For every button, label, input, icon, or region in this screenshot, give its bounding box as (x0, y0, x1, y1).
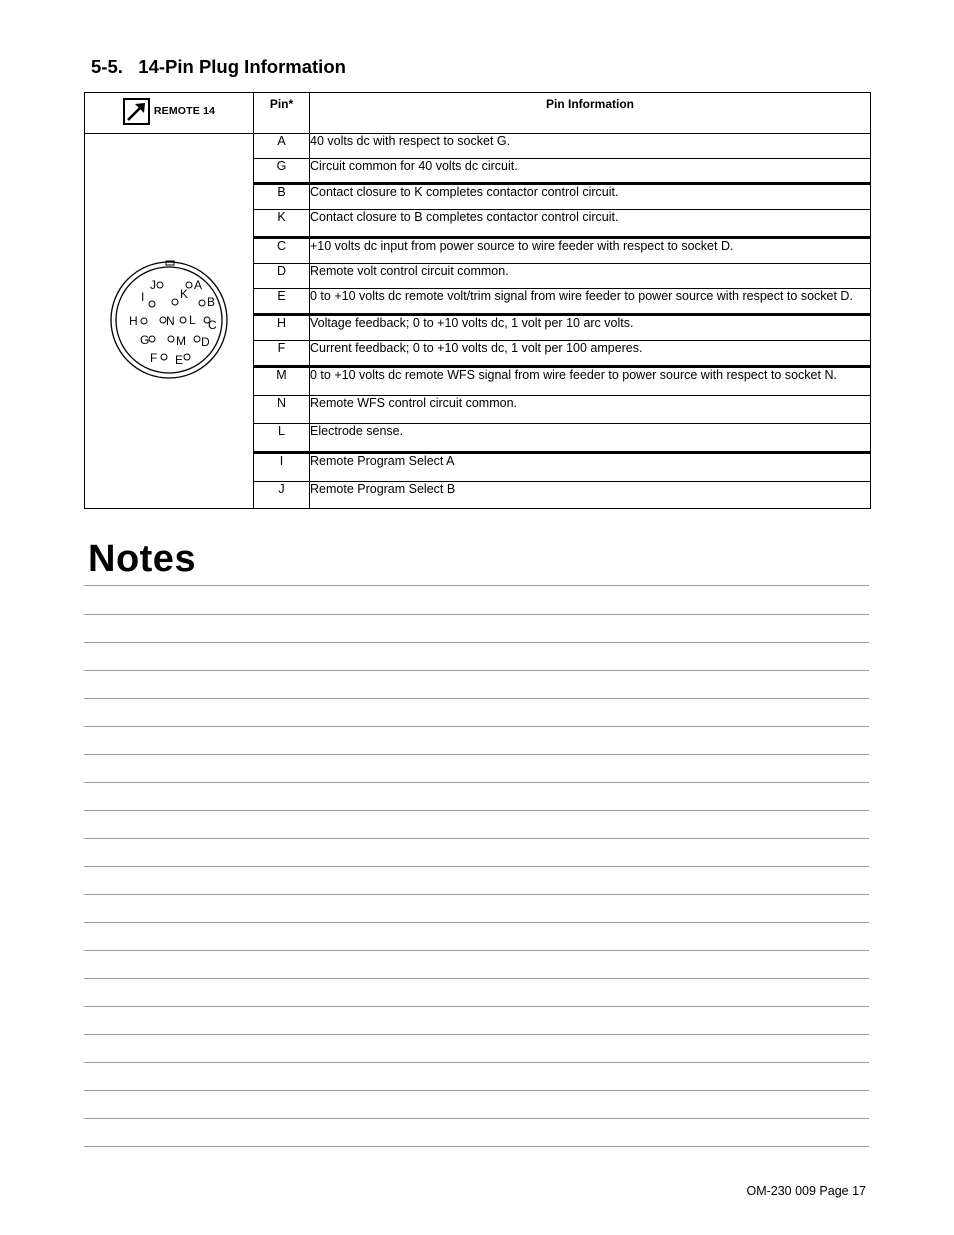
remote-logo-text: REMOTE 14 (153, 105, 216, 117)
header-pin: Pin* (254, 93, 310, 134)
pin-label-m: M (176, 333, 186, 348)
pin-cell: F (254, 341, 310, 367)
note-line (84, 1034, 869, 1035)
section-title: 5-5. 14-Pin Plug Information (91, 56, 346, 77)
note-line (84, 670, 869, 671)
page-footer: OM-230 009 Page 17 (746, 1184, 866, 1198)
note-line (84, 866, 869, 867)
pin-cell: C (254, 238, 310, 264)
pin-label-f: F (150, 350, 158, 365)
pin-info-cell: Circuit common for 40 volts dc circuit. (310, 159, 871, 184)
header-remote-logo (85, 93, 254, 134)
note-line (84, 614, 869, 615)
pin-label-h: H (129, 313, 138, 328)
pin-info-cell: Contact closure to K completes contactor control circuit. (310, 184, 871, 210)
pin-info-cell: Remote Program Select B (310, 482, 871, 509)
pin-label-j: J (150, 277, 156, 292)
pin-info-cell: 0 to +10 volts dc remote WFS signal from wire feeder to power source with respect to socket N. (310, 367, 871, 396)
pin-information-table (84, 92, 871, 509)
note-line (84, 1062, 869, 1063)
pin-label-k: K (180, 286, 189, 301)
note-line (84, 894, 869, 895)
pin-info-cell: Voltage feedback; 0 to +10 volts dc, 1 volt per 10 arc volts. (310, 315, 871, 341)
pin-cell: N (254, 396, 310, 424)
pin-label-n: N (166, 313, 175, 328)
pin-info-cell: Electrode sense. (310, 424, 871, 453)
pin-label-d: D (201, 334, 210, 349)
pin-cell: L (254, 424, 310, 453)
pin-cell: E (254, 289, 310, 315)
note-line (84, 642, 869, 643)
pin-label-g: G (140, 332, 150, 347)
pin-cell: I (254, 453, 310, 482)
remote-14-logo (123, 98, 215, 125)
note-line (84, 754, 869, 755)
table-header-row (85, 93, 871, 134)
pin-info-cell: Contact closure to B completes contactor control circuit. (310, 210, 871, 238)
pin-info-cell: Remote Program Select A (310, 453, 871, 482)
pin-info-cell: +10 volts dc input from power source to wire feeder with respect to socket D. (310, 238, 871, 264)
pin-cell: B (254, 184, 310, 210)
note-line (84, 1090, 869, 1091)
pin-cell: H (254, 315, 310, 341)
remote-arrow-icon (123, 98, 150, 125)
pin-cell: J (254, 482, 310, 509)
note-line (84, 782, 869, 783)
note-line (84, 838, 869, 839)
pin-info-cell: 40 volts dc with respect to socket G. (310, 134, 871, 159)
pin-cell: K (254, 210, 310, 238)
pin-label-a: A (194, 277, 203, 292)
pin-cell: M (254, 367, 310, 396)
notes-title: Notes (88, 538, 197, 580)
header-pin-information: Pin Information (310, 93, 871, 134)
14-pin-connector-diagram (107, 258, 231, 382)
pin-cell: A (254, 134, 310, 159)
pin-label-c: C (208, 317, 217, 332)
note-line (84, 1118, 869, 1119)
note-line (84, 922, 869, 923)
note-line (84, 978, 869, 979)
pin-label-e: E (175, 352, 184, 367)
pin-label-l: L (189, 312, 196, 327)
pin-label-i: I (141, 289, 145, 304)
note-line (84, 585, 869, 586)
note-line (84, 950, 869, 951)
pin-info-cell: Current feedback; 0 to +10 volts dc, 1 volt per 100 amperes. (310, 341, 871, 367)
note-line (84, 810, 869, 811)
note-line (84, 726, 869, 727)
pin-label-b: B (207, 294, 216, 309)
table-row (85, 134, 871, 159)
pin-cell: D (254, 264, 310, 289)
pin-info-cell: Remote volt control circuit common. (310, 264, 871, 289)
note-line (84, 698, 869, 699)
note-line (84, 1006, 869, 1007)
pin-info-cell: Remote WFS control circuit common. (310, 396, 871, 424)
note-line (84, 1146, 869, 1147)
pin-info-cell: 0 to +10 volts dc remote volt/trim signal from wire feeder to power source with respect to socket D. (310, 289, 871, 315)
pin-cell: G (254, 159, 310, 184)
connector-diagram-cell (85, 134, 254, 509)
